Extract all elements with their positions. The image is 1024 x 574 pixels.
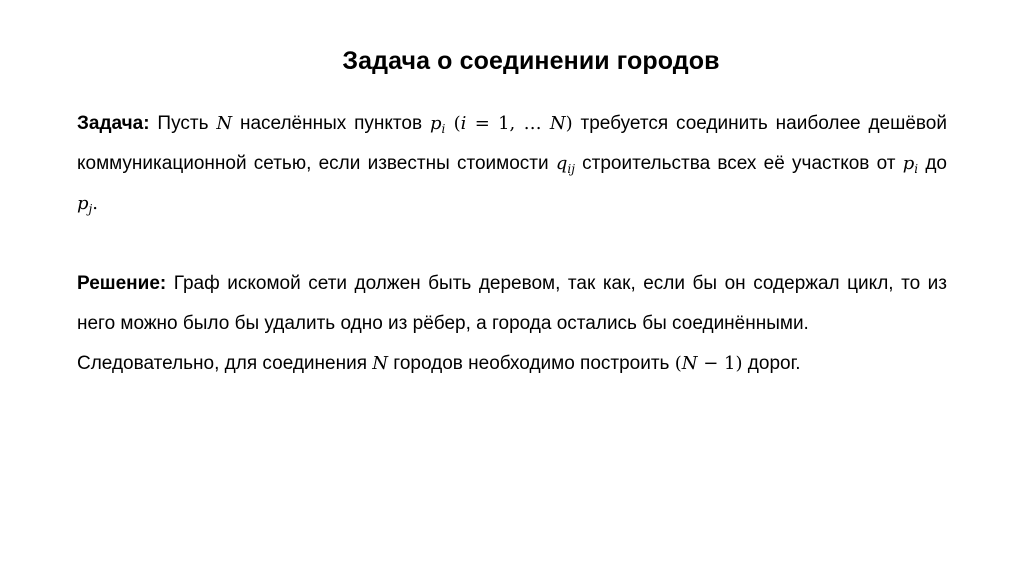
- formula-p-to: [77, 193, 98, 214]
- task-paragraph: [77, 104, 947, 224]
- expr-rest: − 1): [697, 353, 743, 374]
- formula-p-from: [903, 153, 918, 174]
- expr-N: N: [681, 353, 698, 374]
- task-text: [77, 104, 947, 224]
- conclusion-text-3: дорог.: [742, 353, 801, 374]
- var-p-from: p: [902, 153, 915, 174]
- task-text-3: требуется соединить наиболее дешёвой коммуникационной сетью, если известны стоимости: [77, 113, 947, 174]
- solution-text: [77, 264, 947, 344]
- sub-to: j: [88, 202, 93, 216]
- solution-text-1: Граф искомой сети должен быть деревом, так как, если бы он содержал цикл, то из него можно было бы удалить одно из рёбер, а города остались бы соединёнными.: [77, 273, 947, 334]
- period: .: [92, 193, 98, 214]
- range-eq: = 1, …: [466, 113, 550, 134]
- sub-i: i: [441, 122, 446, 136]
- formula-q-ij: [556, 153, 575, 174]
- var-p: p: [429, 113, 442, 134]
- formula-p-i: [430, 113, 573, 134]
- var-N-range: N: [549, 113, 566, 134]
- var-p-to: p: [77, 193, 89, 214]
- task-text-4: строительства всех её участков от: [574, 153, 903, 174]
- expr-open: (: [674, 353, 682, 374]
- var-i: i: [460, 113, 467, 134]
- task-text-1: Пусть: [149, 113, 217, 134]
- solution-paragraph: [77, 264, 947, 384]
- task-text-2: населённых пунктов: [232, 113, 430, 134]
- sub-ij: ij: [567, 162, 575, 176]
- task-label: Задача:: [77, 113, 150, 134]
- paren-close: ): [565, 113, 573, 134]
- var-q: q: [555, 153, 568, 174]
- solution-conclusion: [77, 344, 947, 384]
- conclusion-text-1: Следовательно, для соединения: [77, 353, 373, 374]
- sub-from: i: [914, 162, 919, 176]
- conclusion-var-N: N: [372, 353, 389, 374]
- slide-title: Задача о соединении городов: [342, 47, 720, 75]
- formula-n-minus-1: [675, 353, 743, 374]
- solution-label: Решение:: [77, 273, 167, 294]
- task-text-5: до: [918, 153, 947, 174]
- paren-open: (: [445, 113, 461, 134]
- conclusion-text-2: городов необходимо построить: [388, 353, 675, 374]
- var-N: N: [216, 113, 233, 134]
